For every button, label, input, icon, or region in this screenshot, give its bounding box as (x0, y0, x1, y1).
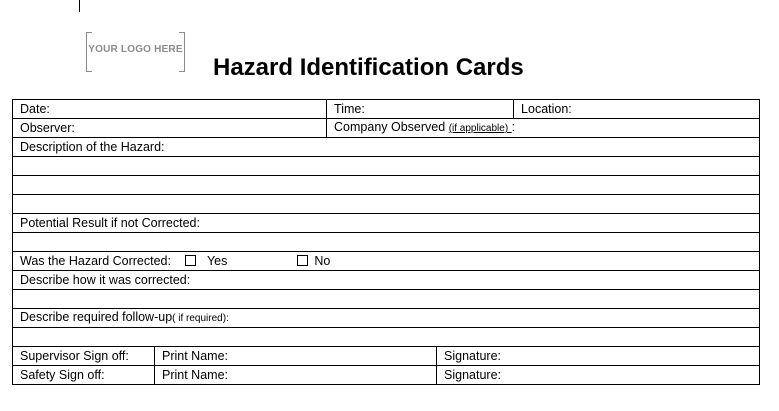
potential-result-label: Potential Result if not Corrected: (13, 214, 760, 233)
description-line-2[interactable] (13, 176, 760, 195)
supervisor-print-name-field[interactable]: Print Name: (155, 347, 437, 366)
row-description-label (13, 138, 760, 157)
followup-label: Describe required follow-up( if required): (13, 309, 760, 328)
date-field[interactable]: Date: (13, 100, 327, 119)
location-field[interactable]: Location: (514, 100, 760, 119)
yes-label: Yes (206, 253, 228, 268)
supervisor-signoff-label: Supervisor Sign off: (13, 347, 155, 366)
logo-text: YOUR LOGO HERE (88, 44, 183, 55)
description-line-1[interactable] (13, 157, 760, 176)
safety-print-name-field[interactable]: Print Name: (155, 366, 437, 385)
logo-placeholder (86, 32, 185, 72)
row-followup-label (13, 309, 760, 328)
description-line-3[interactable] (13, 195, 760, 214)
followup-note: ( if required): (172, 313, 229, 324)
row-date-time-location (13, 100, 760, 119)
row-safety-signoff (13, 366, 760, 385)
safety-signature-field[interactable]: Signature: (437, 366, 760, 385)
how-corrected-line[interactable] (13, 290, 760, 309)
company-note: (if applicable) (448, 123, 509, 134)
company-observed-field[interactable]: Company Observed (if applicable) : (327, 119, 760, 138)
potential-result-line[interactable] (13, 233, 760, 252)
hazard-form-table (12, 99, 760, 385)
row-how-label (13, 271, 760, 290)
description-label: Description of the Hazard: (13, 138, 760, 157)
observer-field[interactable]: Observer: (13, 119, 327, 138)
row-corrected (13, 252, 760, 271)
row-supervisor-signoff (13, 347, 760, 366)
hazard-corrected-row: Was the Hazard Corrected: Yes No (13, 252, 760, 271)
supervisor-signature-field[interactable]: Signature: (437, 347, 760, 366)
page-title: Hazard Identification Cards (213, 54, 524, 81)
how-corrected-label: Describe how it was corrected: (13, 271, 760, 290)
row-observer-company (13, 119, 760, 138)
row-potential-label (13, 214, 760, 233)
text-cursor (79, 0, 80, 12)
yes-checkbox[interactable] (185, 255, 196, 266)
followup-line[interactable] (13, 328, 760, 347)
no-label: No (314, 253, 331, 268)
no-checkbox[interactable] (297, 255, 308, 266)
time-field[interactable]: Time: (327, 100, 514, 119)
safety-signoff-label: Safety Sign off: (13, 366, 155, 385)
